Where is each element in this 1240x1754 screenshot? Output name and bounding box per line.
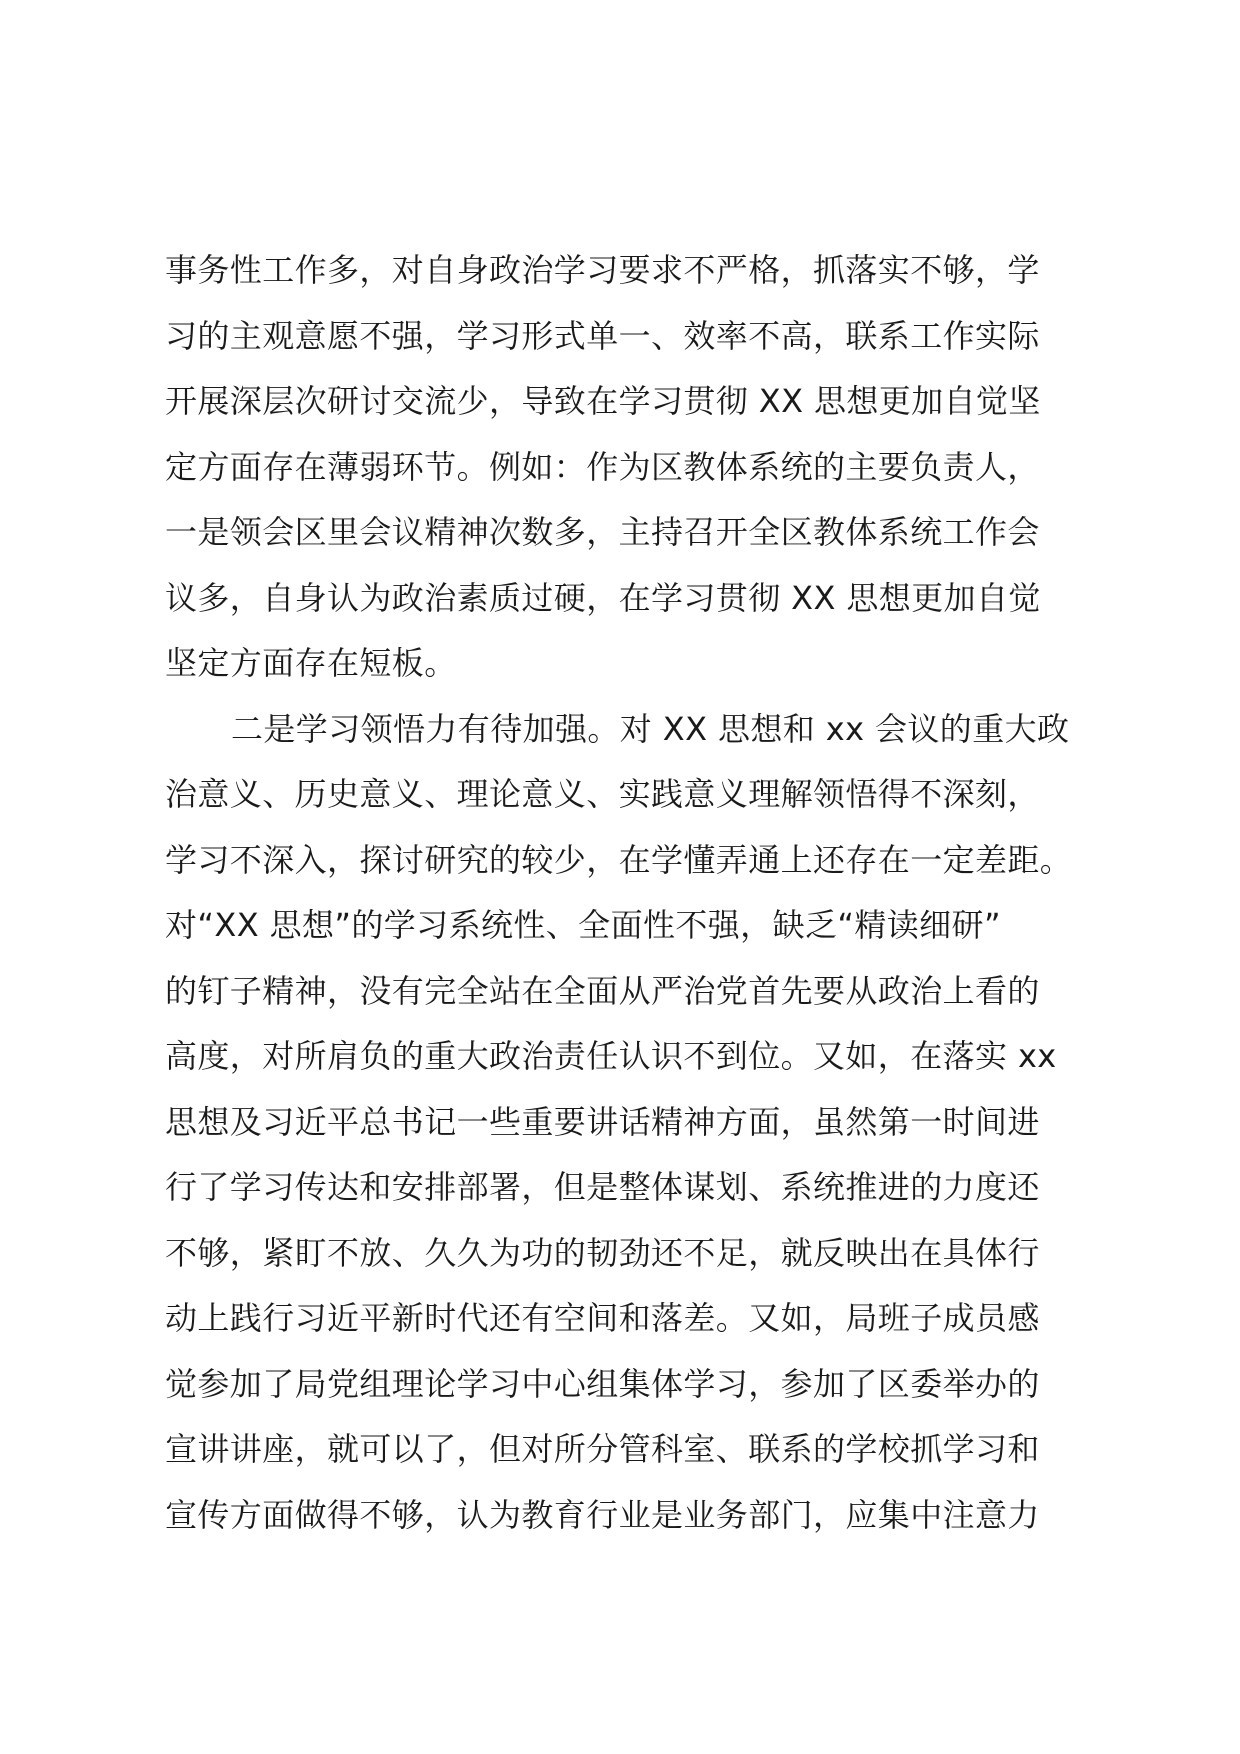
text-line: 开展深层次研讨交流少，导致在学习贯彻 XX 思想更加自觉坚 [165,382,1041,420]
text-line: 对“XX 思想”的学习系统性、全面性不强，缺乏“精读细研” [165,906,1001,944]
text-line: 事务性工作多，对自身政治学习要求不严格，抓落实不够，学 [165,251,1040,289]
body-text [165,238,1095,1548]
text-line: 思想及习近平总书记一些重要讲话精神方面，虽然第一时间进 [165,1102,1040,1141]
text-line: 动上践行习近平新时代还有空间和落差。又如，局班子成员感 [165,1299,1040,1337]
text-line: 不够，紧盯不放、久久为功的韧劲还不足，就反映出在具体行 [165,1233,1040,1272]
text-line: 坚定方面存在短板。 [165,644,457,682]
text-line: 治意义、历史意义、理论意义、实践意义理解领悟得不深刻， [165,775,1040,813]
text-line: 习的主观意愿不强，学习形式单一、效率不高，联系工作实际 [165,316,1040,355]
paragraph-start-line: 二是学习领悟力有待加强。对 XX 思想和 xx 会议的重大政 [231,709,1070,748]
text-line: 宣传方面做得不够，认为教育行业是业务部门，应集中注意力 [165,1495,1040,1534]
text-line: 觉参加了局党组理论学习中心组集体学习，参加了区委举办的 [165,1364,1040,1403]
text-line: 学习不深入，探讨研究的较少，在学懂弄通上还存在一定差距。 [165,840,1073,879]
text-line: 定方面存在薄弱环节。例如：作为区教体系统的主要负责人， [165,447,1040,486]
text-line: 宣讲讲座，就可以了，但对所分管科室、联系的学校抓学习和 [165,1430,1040,1468]
text-line: 的钉子精神，没有完全站在全面从严治党首先要从政治上看的 [165,971,1040,1010]
text-line: 行了学习传达和安排部署，但是整体谋划、系统推进的力度还 [165,1168,1040,1206]
text-line: 高度，对所肩负的重大政治责任认识不到位。又如，在落实 xx [165,1037,1057,1075]
text-line: 议多，自身认为政治素质过硬，在学习贯彻 XX 思想更加自觉 [165,578,1041,617]
text-line: 一是领会区里会议精神次数多，主持召开全区教体系统工作会 [165,513,1040,551]
